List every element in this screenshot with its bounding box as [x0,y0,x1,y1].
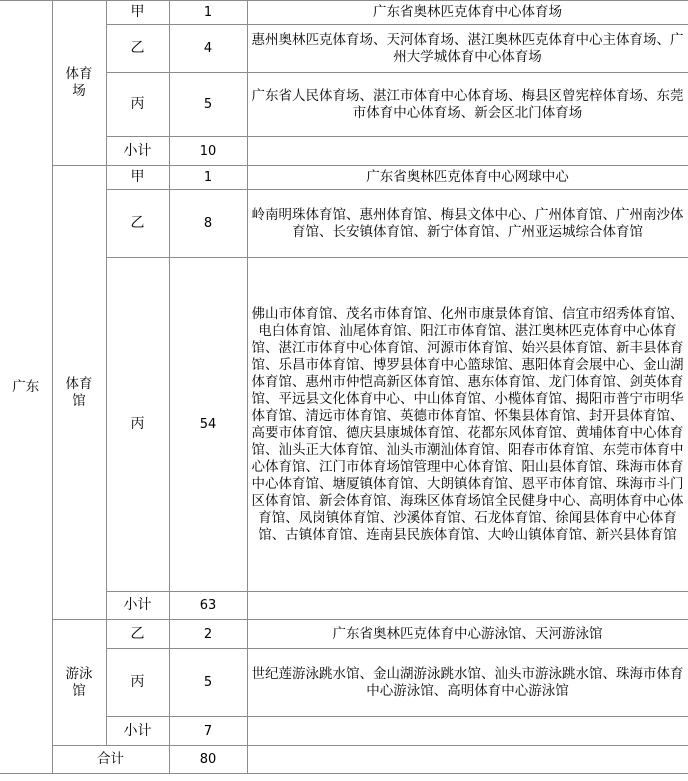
venues-cell: 岭南明珠体育馆、惠州体育馆、梅县文体中心、广州体育馆、广州南沙体育馆、长安镇体育馆、新宁体育馆、广州亚运城综合体育馆 [247,190,688,258]
count-cell: 5 [169,73,247,137]
province-label: 广东 [12,378,40,395]
venues-cell: 世纪莲游泳跳水馆、金山湖游泳跳水馆、汕头市游泳跳水馆、珠海市体育中心游泳馆、高明体育中心游泳馆 [247,649,688,717]
total-count: 80 [169,746,247,774]
empty-cell [247,717,688,746]
category-cell [52,620,106,746]
subtotal-label: 小计 [106,592,169,620]
subtotal-count: 7 [169,717,247,746]
subtotal-label: 小计 [106,137,169,166]
rank-cell: 乙 [106,190,169,258]
subtotal-label: 小计 [106,717,169,746]
count-cell: 2 [169,620,247,649]
count-cell: 8 [169,190,247,258]
category-label: 体育场 [65,66,93,99]
rank-cell: 丙 [106,649,169,717]
count-cell: 4 [169,25,247,73]
empty-cell [247,137,688,166]
venues-cell: 广东省奥林匹克体育中心网球中心 [247,166,688,190]
venues-cell: 广东省奥林匹克体育中心体育场 [247,1,688,25]
rank-cell: 乙 [106,25,169,73]
category-label: 游泳馆 [65,665,93,699]
count-cell: 54 [169,258,247,592]
venues-cell: 佛山市体育馆、茂名市体育馆、化州市康景体育馆、信宜市绍秀体育馆、电白体育馆、汕尾体育馆、阳江市体育馆、湛江奥林匹克体育中心体育馆、湛江市体育中心体育馆、河源市体育馆、始兴县体育馆、新丰县体育馆、乐昌市体育馆、博罗县体育中心篮球馆、惠阳体育会展中心、金山湖体育馆、惠州市仲恺高新区体育馆、惠东体育馆、龙门体育馆、剑英体育馆、平远县文化体育中心、中山体育馆、小榄体育馆、揭阳市普宁市明华体育馆、清远市体育馆、英德市体育馆、怀集县体育馆、封开县体育馆、高要市体育馆、德庆县康城体育馆、花都东风体育馆、黄埔体育中心体育馆、汕头正大体育馆、汕头市潮汕体育馆、阳春市体育馆、东莞市体育中心体育馆、江门市体育场馆管理中心体育馆、阳山县体育馆、珠海市体育中心体育馆、塘厦镇体育馆、大朗镇体育馆、恩平市体育馆、珠海市斗门区体育馆、新会体育馆、海珠区体育场馆全民健身中心、高明体育中心体育馆、凤岗镇体育馆、沙溪体育馆、石龙体育馆、徐闻县体育中心体育馆、古镇体育馆、连南县民族体育馆、大岭山镇体育馆、新兴县体育馆 [247,258,688,592]
empty-cell [247,592,688,620]
rank-cell: 甲 [106,1,169,25]
table-row [0,166,688,190]
subtotal-count: 63 [169,592,247,620]
rank-cell: 甲 [106,166,169,190]
category-cell [52,1,106,166]
venues-cell: 广东省奥林匹克体育中心游泳馆、天河游泳馆 [247,620,688,649]
venues-cell: 广东省人民体育场、湛江市体育中心体育场、梅县区曾宪梓体育场、东莞市体育中心体育场、新会区北门体育场 [247,73,688,137]
count-cell: 1 [169,1,247,25]
rank-cell: 乙 [106,620,169,649]
rank-cell: 丙 [106,73,169,137]
rank-cell: 丙 [106,258,169,592]
empty-cell [247,746,688,774]
venues-cell: 惠州奥林匹克体育场、天河体育场、湛江奥林匹克体育中心主体育场、广州大学城体育中心体育场 [247,25,688,73]
subtotal-count: 10 [169,137,247,166]
count-cell: 5 [169,649,247,717]
total-row [0,746,688,774]
category-cell [52,166,106,620]
count-cell: 1 [169,166,247,190]
table-row [0,1,688,25]
table-row [0,620,688,649]
province-cell [0,1,52,774]
total-label: 合计 [52,746,169,774]
category-label: 体育馆 [65,375,93,409]
